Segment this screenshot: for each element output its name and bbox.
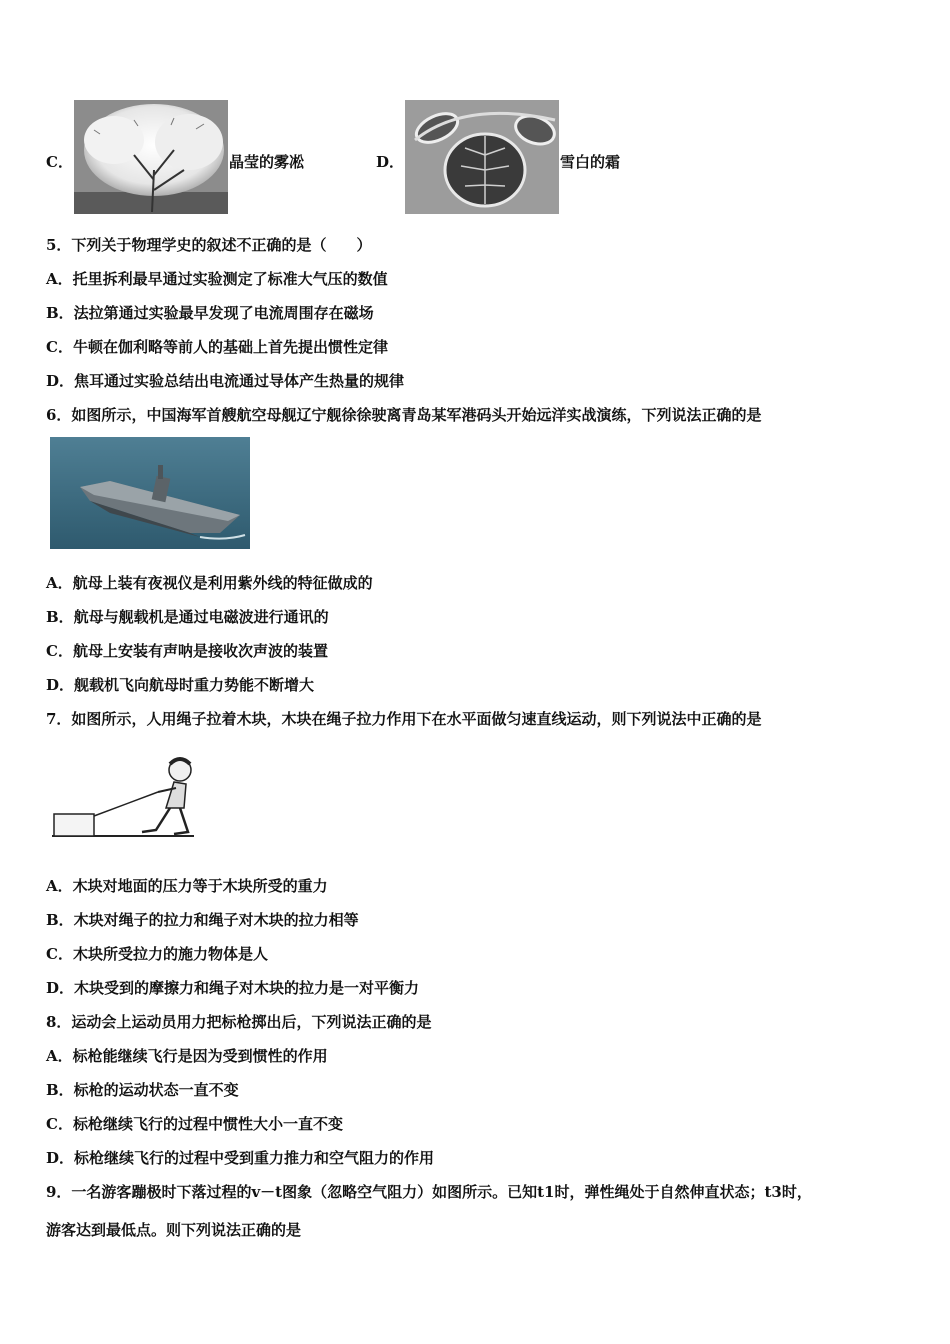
q5-option-c: C．牛顿在伽利略等前人的基础上首先提出惯性定律 bbox=[46, 338, 388, 356]
q4-option-d-caption: 雪白的霜 bbox=[560, 153, 621, 171]
q8-option-b: B．标枪的运动状态一直不变 bbox=[46, 1081, 239, 1099]
q6-option-b: B．航母与舰载机是通过电磁波进行通讯的 bbox=[46, 608, 329, 626]
q6-option-a: A．航母上装有夜视仪是利用紫外线的特征做成的 bbox=[46, 574, 373, 592]
q7-option-d: D．木块受到的摩擦力和绳子对木块的拉力是一对平衡力 bbox=[46, 979, 420, 997]
q8-option-d: D．标枪继续飞行的过程中受到重力推力和空气阻力的作用 bbox=[46, 1149, 435, 1167]
q5-stem: 5．下列关于物理学史的叙述不正确的是（ ） bbox=[46, 236, 372, 254]
aircraft-carrier-image bbox=[50, 437, 250, 549]
q7-stem: 7．如图所示，人用绳子拉着木块，木块在绳子拉力作用下在水平面做匀速直线运动，则下列说法中正确的是 bbox=[46, 710, 762, 728]
q5-option-d: D．焦耳通过实验总结出电流通过导体产生热量的规律 bbox=[46, 372, 405, 390]
person-pulling-block-image bbox=[48, 752, 198, 842]
q9-stem-line1: 9．一名游客蹦极时下落过程的v－t图象（忽略空气阻力）如图所示。已知t1时，弹性绳处于自然伸直状态；t3时， bbox=[46, 1183, 812, 1201]
q4-option-d-letter: D． bbox=[376, 153, 405, 171]
q4-option-c-caption: 晶莹的雾凇 bbox=[229, 153, 305, 171]
q5-option-a: A．托里拆利最早通过实验测定了标准大气压的数值 bbox=[46, 270, 388, 288]
q8-option-a: A．标枪能继续飞行是因为受到惯性的作用 bbox=[46, 1047, 328, 1065]
q7-option-c: C．木块所受拉力的施力物体是人 bbox=[46, 945, 268, 963]
q6-stem: 6．如图所示，中国海军首艘航空母舰辽宁舰徐徐驶离青岛某军港码头开始远洋实战演练，下列说法正确的是 bbox=[46, 406, 762, 424]
frost-leaf-image bbox=[405, 100, 559, 214]
q8-stem: 8．运动会上运动员用力把标枪掷出后，下列说法正确的是 bbox=[46, 1013, 432, 1031]
q8-option-c: C．标枪继续飞行的过程中惯性大小一直不变 bbox=[46, 1115, 343, 1133]
q9-stem-line2: 游客达到最低点。则下列说法正确的是 bbox=[46, 1221, 302, 1239]
q4-option-c-letter: C． bbox=[46, 153, 73, 171]
q6-option-c: C．航母上安装有声呐是接收次声波的装置 bbox=[46, 642, 328, 660]
q6-option-d: D．舰载机飞向航母时重力势能不断增大 bbox=[46, 676, 315, 694]
q7-option-b: B．木块对绳子的拉力和绳子对木块的拉力相等 bbox=[46, 911, 359, 929]
q7-option-a: A．木块对地面的压力等于木块所受的重力 bbox=[46, 877, 328, 895]
rime-tree-image bbox=[74, 100, 228, 214]
q5-option-b: B．法拉第通过实验最早发现了电流周围存在磁场 bbox=[46, 304, 374, 322]
